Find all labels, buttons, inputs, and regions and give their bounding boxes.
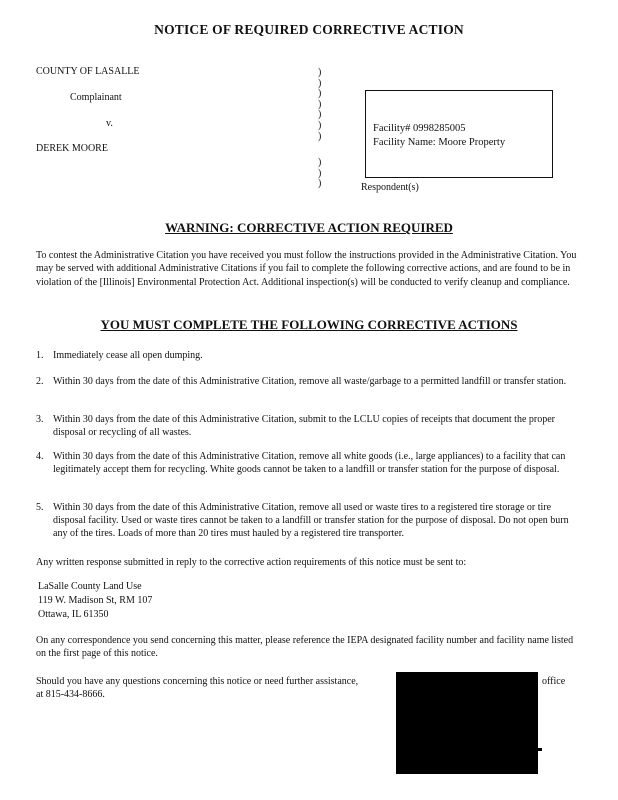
action-number: 4. — [36, 451, 44, 462]
correspondence-note: On any correspondence you send concerning this matter, please reference the IEPA designated facility number and facility name listed on the first page of this notice. — [36, 635, 574, 660]
facility-box — [365, 90, 553, 178]
action-text: Within 30 days from the date of this Administrative Citation, remove all white goods (i.e., large appliances) to a facility that can legitimately accept them for recycling. White goods cannot be taken to a landfill or transfer station for the purpose of disposal. — [53, 451, 566, 475]
address-line-1: LaSalle County Land Use — [38, 581, 142, 592]
questions-text-end: office — [542, 676, 566, 687]
response-note: Any written response submitted in reply to the corrective action requirements of this notice must be sent to: — [36, 557, 467, 568]
caption-divider-top: ) ) ) ) ) ) ) — [318, 67, 322, 142]
action-number: 1. — [36, 350, 44, 361]
caption-divider-bottom: ) ) ) — [318, 157, 322, 190]
warning-heading: WARNING: CORRECTIVE ACTION REQUIRED — [165, 220, 453, 235]
action-number: 2. — [36, 376, 44, 387]
redaction-mark — [538, 748, 542, 751]
respondent-role: Respondent(s) — [361, 182, 419, 193]
facility-name: Facility Name: Moore Property — [373, 137, 506, 148]
complainant-role: Complainant — [70, 92, 122, 103]
document-title: NOTICE OF REQUIRED CORRECTIVE ACTION — [154, 22, 464, 37]
questions-text: Should you have any questions concerning this notice or need further assistance, — [36, 676, 359, 687]
questions-phone: at 815-434-8666. — [36, 689, 105, 700]
action-text: Within 30 days from the date of this Administrative Citation, remove all waste/garbage to a permitted landfill or transfer station. — [53, 376, 567, 387]
warning-body: To contest the Administrative Citation you have received you must follow the instructions provided in the Administrative Citation. You may be served with additional Administrative Citations if you fail to complete the following corrective actions, and are found to be in violation of the [Illinois] Environmental Protection Act. Additional inspection(s) will be conducted to verify cleanup and compliance. — [36, 250, 577, 288]
redaction-block — [396, 694, 538, 774]
action-number: 3. — [36, 414, 44, 425]
redaction-block — [396, 672, 538, 694]
action-text: Immediately cease all open dumping. — [53, 350, 203, 361]
facility-number: Facility# 0998285005 — [373, 123, 466, 134]
versus-label: v. — [106, 118, 113, 129]
complainant-party: COUNTY OF LASALLE — [36, 66, 140, 77]
action-text: Within 30 days from the date of this Administrative Citation, submit to the LCLU copies of receipts that document the proper disposal or recycling of all wastes. — [53, 414, 555, 438]
action-number: 5. — [36, 502, 44, 513]
respondent-party: DEREK MOORE — [36, 143, 108, 154]
address-line-3: Ottawa, IL 61350 — [38, 609, 109, 620]
address-line-2: 119 W. Madison St, RM 107 — [38, 595, 153, 606]
action-text: Within 30 days from the date of this Administrative Citation, remove all used or waste tires to a registered tire storage or tire disposal facility. Used or waste tires cannot be taken to a landfill or transfer station for the purpose of disposal. Do not open burn any of the tires. Loads of more than 20 tires must hauled by a registered tire transporter. — [53, 502, 569, 539]
actions-heading: YOU MUST COMPLETE THE FOLLOWING CORRECTIVE ACTIONS — [100, 317, 518, 332]
